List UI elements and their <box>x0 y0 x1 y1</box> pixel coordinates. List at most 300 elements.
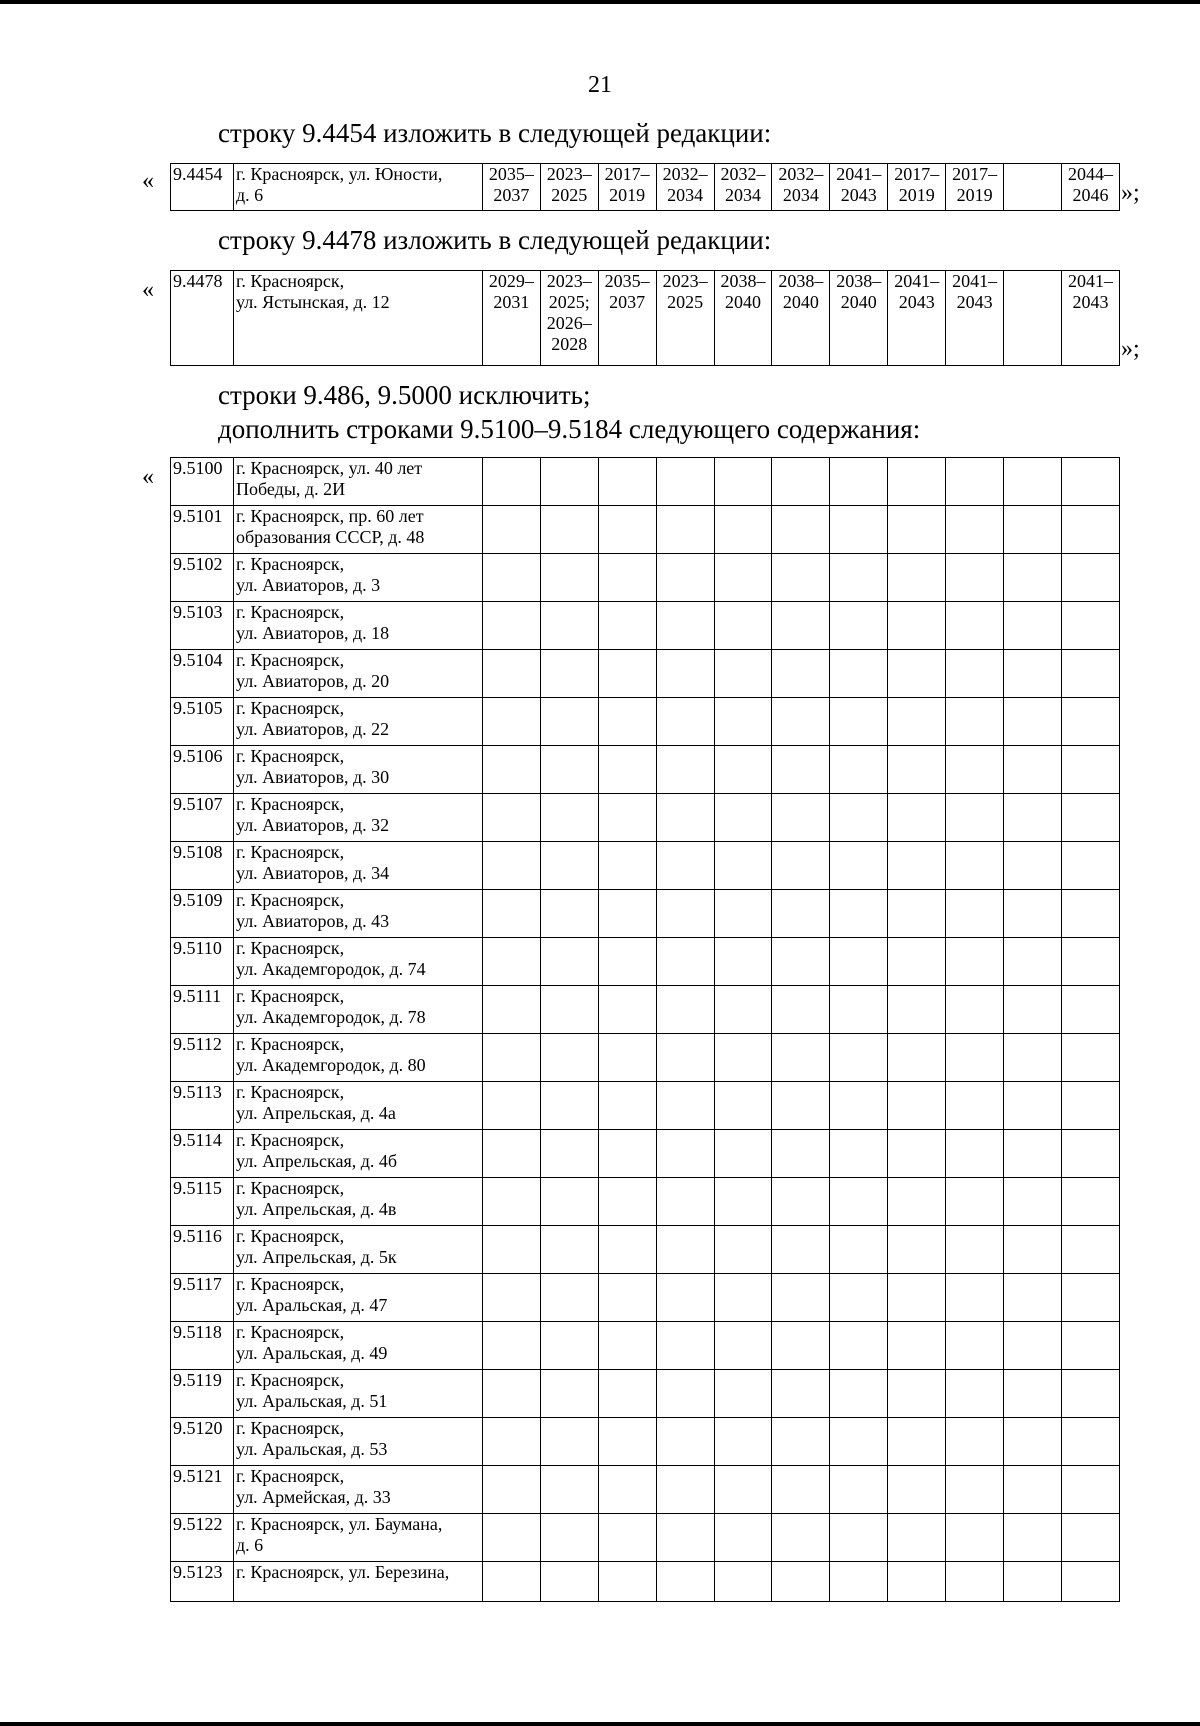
empty-cell <box>656 602 714 650</box>
address-cell: г. Красноярск, ул. Юности, д. 6 <box>233 164 482 211</box>
empty-cell <box>888 1562 946 1602</box>
address-cell: г. Красноярск, ул. Армейская, д. 33 <box>233 1466 482 1514</box>
empty-cell <box>1004 1322 1062 1370</box>
empty-cell <box>1061 1466 1119 1514</box>
empty-cell <box>540 1082 598 1130</box>
row-number-cell: 9.5105 <box>171 698 234 746</box>
empty-cell <box>1061 506 1119 554</box>
table-row <box>171 938 1120 986</box>
address-cell: г. Красноярск, ул. Академгородок, д. 74 <box>233 938 482 986</box>
year-range-cell: 2017– 2019 <box>888 164 946 211</box>
empty-cell <box>598 890 656 938</box>
row-number-cell: 9.5110 <box>171 938 234 986</box>
empty-cell <box>888 842 946 890</box>
empty-cell <box>830 1130 888 1178</box>
empty-cell <box>946 1130 1004 1178</box>
empty-cell <box>656 794 714 842</box>
empty-cell <box>482 1034 540 1082</box>
empty-cell <box>598 938 656 986</box>
empty-cell <box>656 746 714 794</box>
empty-cell <box>598 698 656 746</box>
empty-cell <box>1004 890 1062 938</box>
empty-cell <box>656 1274 714 1322</box>
empty-cell <box>482 1514 540 1562</box>
row-number-cell: 9.5103 <box>171 602 234 650</box>
open-quote: « <box>142 168 154 194</box>
empty-cell <box>888 650 946 698</box>
empty-cell <box>598 746 656 794</box>
empty-cell <box>482 1370 540 1418</box>
empty-cell <box>888 1466 946 1514</box>
empty-cell <box>540 1418 598 1466</box>
empty-cell <box>1061 1562 1119 1602</box>
empty-cell <box>656 1466 714 1514</box>
empty-cell <box>1061 1418 1119 1466</box>
table-row <box>171 842 1120 890</box>
empty-cell <box>946 1370 1004 1418</box>
empty-cell <box>482 938 540 986</box>
empty-cell <box>656 1226 714 1274</box>
empty-cell <box>946 506 1004 554</box>
empty-cell <box>772 794 830 842</box>
empty-cell <box>482 1322 540 1370</box>
empty-cell <box>830 602 888 650</box>
empty-cell <box>946 1082 1004 1130</box>
row-number-cell: 9.5100 <box>171 458 234 506</box>
empty-cell <box>598 1514 656 1562</box>
address-cell: г. Красноярск, ул. Аральская, д. 49 <box>233 1322 482 1370</box>
amendment-table-9-4478 <box>170 270 1120 366</box>
empty-cell <box>1004 842 1062 890</box>
empty-cell <box>946 746 1004 794</box>
empty-cell <box>946 1034 1004 1082</box>
empty-cell <box>656 506 714 554</box>
empty-cell <box>946 794 1004 842</box>
empty-cell <box>830 1370 888 1418</box>
empty-cell <box>598 1178 656 1226</box>
empty-cell <box>1004 602 1062 650</box>
empty-cell <box>888 1370 946 1418</box>
address-cell: г. Красноярск, ул. Академгородок, д. 80 <box>233 1034 482 1082</box>
empty-cell <box>598 1466 656 1514</box>
section3-heading-exclude: строки 9.486, 9.5000 исключить; <box>218 380 591 410</box>
empty-cell <box>540 1322 598 1370</box>
empty-cell <box>598 554 656 602</box>
empty-cell <box>830 698 888 746</box>
empty-cell <box>540 554 598 602</box>
address-cell: г. Красноярск, ул. Апрельская, д. 4б <box>233 1130 482 1178</box>
empty-cell <box>598 842 656 890</box>
address-cell: г. Красноярск, ул. Авиаторов, д. 30 <box>233 746 482 794</box>
empty-cell <box>598 1562 656 1602</box>
empty-cell <box>830 986 888 1034</box>
address-cell: г. Красноярск, ул. Апрельская, д. 5к <box>233 1226 482 1274</box>
empty-cell <box>656 1130 714 1178</box>
row-number-cell: 9.5123 <box>171 1562 234 1602</box>
table-row <box>171 1514 1120 1562</box>
empty-cell <box>830 746 888 794</box>
table-row <box>171 650 1120 698</box>
empty-cell <box>1061 602 1119 650</box>
empty-cell <box>656 458 714 506</box>
empty-cell <box>888 890 946 938</box>
table-row <box>171 794 1120 842</box>
empty-cell <box>888 698 946 746</box>
empty-cell <box>714 554 772 602</box>
empty-cell <box>772 1082 830 1130</box>
year-range-cell: 2041– 2043 <box>1061 271 1119 366</box>
table-row <box>171 1178 1120 1226</box>
empty-cell <box>714 986 772 1034</box>
empty-cell <box>1004 1274 1062 1322</box>
table-row <box>171 1370 1120 1418</box>
table-row <box>171 1082 1120 1130</box>
row-number-cell: 9.5101 <box>171 506 234 554</box>
empty-cell <box>1061 842 1119 890</box>
empty-cell <box>540 1370 598 1418</box>
empty-cell <box>540 1226 598 1274</box>
empty-cell <box>598 1226 656 1274</box>
year-range-cell: 2023– 2025; 2026– 2028 <box>540 271 598 366</box>
empty-cell <box>1004 650 1062 698</box>
row-number-cell: 9.5107 <box>171 794 234 842</box>
section1-heading: строку 9.4454 изложить в следующей редакции: <box>218 118 772 148</box>
empty-cell <box>946 986 1004 1034</box>
table-row <box>171 1418 1120 1466</box>
empty-cell <box>482 794 540 842</box>
empty-cell <box>888 506 946 554</box>
empty-cell <box>830 1562 888 1602</box>
empty-cell <box>946 1178 1004 1226</box>
empty-cell <box>540 650 598 698</box>
empty-cell <box>656 698 714 746</box>
empty-cell <box>772 1562 830 1602</box>
empty-cell <box>1061 1178 1119 1226</box>
empty-cell <box>482 1274 540 1322</box>
empty-cell <box>656 986 714 1034</box>
year-range-cell: 2038– 2040 <box>772 271 830 366</box>
empty-cell <box>714 1322 772 1370</box>
address-cell: г. Красноярск, ул. Авиаторов, д. 43 <box>233 890 482 938</box>
empty-cell <box>714 890 772 938</box>
year-range-cell: 2041– 2043 <box>830 164 888 211</box>
empty-cell <box>772 1178 830 1226</box>
empty-cell <box>772 1130 830 1178</box>
top-scan-border <box>0 0 1200 4</box>
empty-cell <box>946 1274 1004 1322</box>
empty-cell <box>888 554 946 602</box>
empty-cell <box>656 842 714 890</box>
empty-cell <box>714 1178 772 1226</box>
empty-cell <box>540 1514 598 1562</box>
year-range-cell: 2038– 2040 <box>714 271 772 366</box>
row-number-cell: 9.5112 <box>171 1034 234 1082</box>
empty-cell <box>1061 1034 1119 1082</box>
empty-cell <box>598 506 656 554</box>
row-number-cell: 9.5106 <box>171 746 234 794</box>
empty-cell <box>482 506 540 554</box>
empty-cell <box>830 1178 888 1226</box>
empty-cell <box>656 1034 714 1082</box>
empty-cell <box>714 1466 772 1514</box>
empty-cell <box>1061 1274 1119 1322</box>
empty-cell <box>714 1226 772 1274</box>
empty-cell <box>946 1514 1004 1562</box>
empty-cell <box>656 1370 714 1418</box>
empty-cell <box>1004 1418 1062 1466</box>
address-cell: г. Красноярск, ул. Авиаторов, д. 18 <box>233 602 482 650</box>
empty-cell <box>946 1418 1004 1466</box>
empty-cell <box>540 1178 598 1226</box>
row-number-cell: 9.5116 <box>171 1226 234 1274</box>
empty-cell <box>714 1418 772 1466</box>
empty-cell <box>1004 1082 1062 1130</box>
empty-cell <box>714 746 772 794</box>
empty-cell <box>540 890 598 938</box>
row-number-cell: 9.5120 <box>171 1418 234 1466</box>
address-cell: г. Красноярск, пр. 60 лет образования СССР, д. 48 <box>233 506 482 554</box>
empty-cell <box>1004 746 1062 794</box>
empty-cell <box>540 698 598 746</box>
empty-cell <box>598 602 656 650</box>
empty-cell <box>598 986 656 1034</box>
address-cell: г. Красноярск, ул. Березина, <box>233 1562 482 1602</box>
year-range-cell: 2029– 2031 <box>482 271 540 366</box>
empty-cell <box>540 794 598 842</box>
empty-cell <box>482 842 540 890</box>
empty-cell <box>714 1034 772 1082</box>
year-range-cell: 2017– 2019 <box>598 164 656 211</box>
empty-cell <box>714 938 772 986</box>
empty-cell <box>830 1034 888 1082</box>
open-quote: « <box>142 464 154 490</box>
empty-cell <box>772 1226 830 1274</box>
address-cell: г. Красноярск, ул. Аральская, д. 53 <box>233 1418 482 1466</box>
empty-cell <box>830 458 888 506</box>
empty-cell <box>1061 794 1119 842</box>
empty-cell <box>656 1418 714 1466</box>
empty-cell <box>482 458 540 506</box>
empty-cell <box>482 602 540 650</box>
table-row <box>171 506 1120 554</box>
empty-cell <box>540 746 598 794</box>
empty-cell <box>540 1130 598 1178</box>
empty-cell <box>1004 1130 1062 1178</box>
row-number-cell: 9.4478 <box>171 271 234 366</box>
empty-cell <box>1061 1130 1119 1178</box>
address-cell: г. Красноярск, ул. Авиаторов, д. 34 <box>233 842 482 890</box>
empty-cell <box>830 938 888 986</box>
address-cell: г. Красноярск, ул. Аральская, д. 51 <box>233 1370 482 1418</box>
row-number-cell: 9.4454 <box>171 164 234 211</box>
empty-cell <box>656 650 714 698</box>
year-range-cell: 2035– 2037 <box>598 271 656 366</box>
empty-cell <box>772 458 830 506</box>
empty-cell <box>482 986 540 1034</box>
empty-cell <box>598 1274 656 1322</box>
empty-cell <box>598 458 656 506</box>
empty-cell <box>772 1514 830 1562</box>
empty-cell <box>1061 698 1119 746</box>
empty-cell <box>888 746 946 794</box>
empty-cell <box>946 1322 1004 1370</box>
empty-cell <box>772 1370 830 1418</box>
empty-cell <box>830 794 888 842</box>
empty-cell <box>888 986 946 1034</box>
empty-cell <box>540 1034 598 1082</box>
empty-cell <box>888 1178 946 1226</box>
empty-cell <box>714 1274 772 1322</box>
empty-cell <box>1004 458 1062 506</box>
empty-cell <box>772 986 830 1034</box>
year-range-cell: 2032– 2034 <box>772 164 830 211</box>
empty-cell <box>946 554 1004 602</box>
empty-cell <box>482 1082 540 1130</box>
address-cell: г. Красноярск, ул. Авиаторов, д. 32 <box>233 794 482 842</box>
empty-cell <box>540 1274 598 1322</box>
table-row <box>171 1322 1120 1370</box>
open-quote: « <box>142 277 154 303</box>
empty-cell <box>772 1034 830 1082</box>
empty-cell <box>888 1514 946 1562</box>
empty-cell <box>772 1418 830 1466</box>
empty-cell <box>772 938 830 986</box>
empty-cell <box>772 698 830 746</box>
row-number-cell: 9.5118 <box>171 1322 234 1370</box>
empty-cell <box>946 1466 1004 1514</box>
empty-cell <box>888 602 946 650</box>
empty-cell <box>1061 1514 1119 1562</box>
row-number-cell: 9.5113 <box>171 1082 234 1130</box>
table-row <box>171 1562 1120 1602</box>
empty-cell <box>540 1466 598 1514</box>
empty-cell <box>598 1034 656 1082</box>
empty-cell <box>598 1322 656 1370</box>
empty-cell <box>946 890 1004 938</box>
empty-cell <box>946 602 1004 650</box>
empty-cell <box>830 1418 888 1466</box>
empty-cell <box>1061 938 1119 986</box>
section2-heading: строку 9.4478 изложить в следующей редакции: <box>218 225 772 255</box>
empty-cell <box>714 650 772 698</box>
address-cell: г. Красноярск, ул. Ястынская, д. 12 <box>233 271 482 366</box>
row-number-cell: 9.5102 <box>171 554 234 602</box>
year-range-cell: 2044– 2046 <box>1061 164 1119 211</box>
row-number-cell: 9.5109 <box>171 890 234 938</box>
empty-cell <box>540 938 598 986</box>
empty-cell <box>482 1562 540 1602</box>
empty-cell <box>1004 1178 1062 1226</box>
empty-cell <box>1061 1370 1119 1418</box>
empty-cell <box>598 1418 656 1466</box>
empty-cell <box>1004 938 1062 986</box>
empty-cell <box>540 986 598 1034</box>
year-range-cell: 2023– 2025 <box>656 271 714 366</box>
empty-cell <box>1004 794 1062 842</box>
empty-cell <box>482 890 540 938</box>
empty-cell <box>482 1130 540 1178</box>
table-row <box>171 698 1120 746</box>
empty-cell <box>1061 458 1119 506</box>
address-cell: г. Красноярск, ул. Академгородок, д. 78 <box>233 986 482 1034</box>
year-range-cell: 2038– 2040 <box>830 271 888 366</box>
empty-cell <box>1061 890 1119 938</box>
row-number-cell: 9.5108 <box>171 842 234 890</box>
empty-cell <box>656 1178 714 1226</box>
table-row <box>171 164 1120 211</box>
empty-cell <box>772 506 830 554</box>
empty-cell <box>946 458 1004 506</box>
empty-cell <box>656 938 714 986</box>
empty-cell <box>714 698 772 746</box>
empty-cell <box>830 890 888 938</box>
table-row <box>171 890 1120 938</box>
empty-cell <box>888 1130 946 1178</box>
year-range-cell: 2017– 2019 <box>946 164 1004 211</box>
address-cell: г. Красноярск, ул. Апрельская, д. 4в <box>233 1178 482 1226</box>
empty-cell <box>772 842 830 890</box>
empty-cell <box>714 506 772 554</box>
empty-cell <box>888 1322 946 1370</box>
empty-cell <box>540 506 598 554</box>
empty-cell <box>830 1226 888 1274</box>
year-range-cell <box>1004 164 1062 211</box>
empty-cell <box>1004 1466 1062 1514</box>
empty-cell <box>714 602 772 650</box>
empty-cell <box>656 1514 714 1562</box>
empty-cell <box>772 650 830 698</box>
table-row <box>171 602 1120 650</box>
empty-cell <box>888 458 946 506</box>
empty-cell <box>1061 1226 1119 1274</box>
empty-cell <box>772 1322 830 1370</box>
empty-cell <box>946 1562 1004 1602</box>
empty-cell <box>714 1562 772 1602</box>
empty-cell <box>598 1082 656 1130</box>
address-cell: г. Красноярск, ул. Авиаторов, д. 20 <box>233 650 482 698</box>
table-row <box>171 1226 1120 1274</box>
address-cell: г. Красноярск, ул. Авиаторов, д. 3 <box>233 554 482 602</box>
table-row <box>171 746 1120 794</box>
row-number-cell: 9.5115 <box>171 1178 234 1226</box>
empty-cell <box>1004 554 1062 602</box>
empty-cell <box>1061 1082 1119 1130</box>
table-row <box>171 554 1120 602</box>
empty-cell <box>946 842 1004 890</box>
empty-cell <box>482 746 540 794</box>
table-row <box>171 986 1120 1034</box>
year-range-cell: 2041– 2043 <box>888 271 946 366</box>
year-range-cell: 2035– 2037 <box>482 164 540 211</box>
empty-cell <box>482 698 540 746</box>
row-number-cell: 9.5114 <box>171 1130 234 1178</box>
address-cell: г. Красноярск, ул. Аральская, д. 47 <box>233 1274 482 1322</box>
table-row <box>171 1274 1120 1322</box>
empty-cell <box>1004 1034 1062 1082</box>
empty-cell <box>830 650 888 698</box>
empty-cell <box>482 1418 540 1466</box>
empty-cell <box>1061 1322 1119 1370</box>
empty-cell <box>888 1226 946 1274</box>
close-quote: »; <box>1121 180 1140 206</box>
empty-cell <box>888 1034 946 1082</box>
empty-cell <box>830 842 888 890</box>
year-range-cell <box>1004 271 1062 366</box>
address-cell: г. Красноярск, ул. 40 лет Победы, д. 2И <box>233 458 482 506</box>
row-number-cell: 9.5117 <box>171 1274 234 1322</box>
empty-cell <box>656 1322 714 1370</box>
bottom-scan-border <box>0 1722 1200 1726</box>
